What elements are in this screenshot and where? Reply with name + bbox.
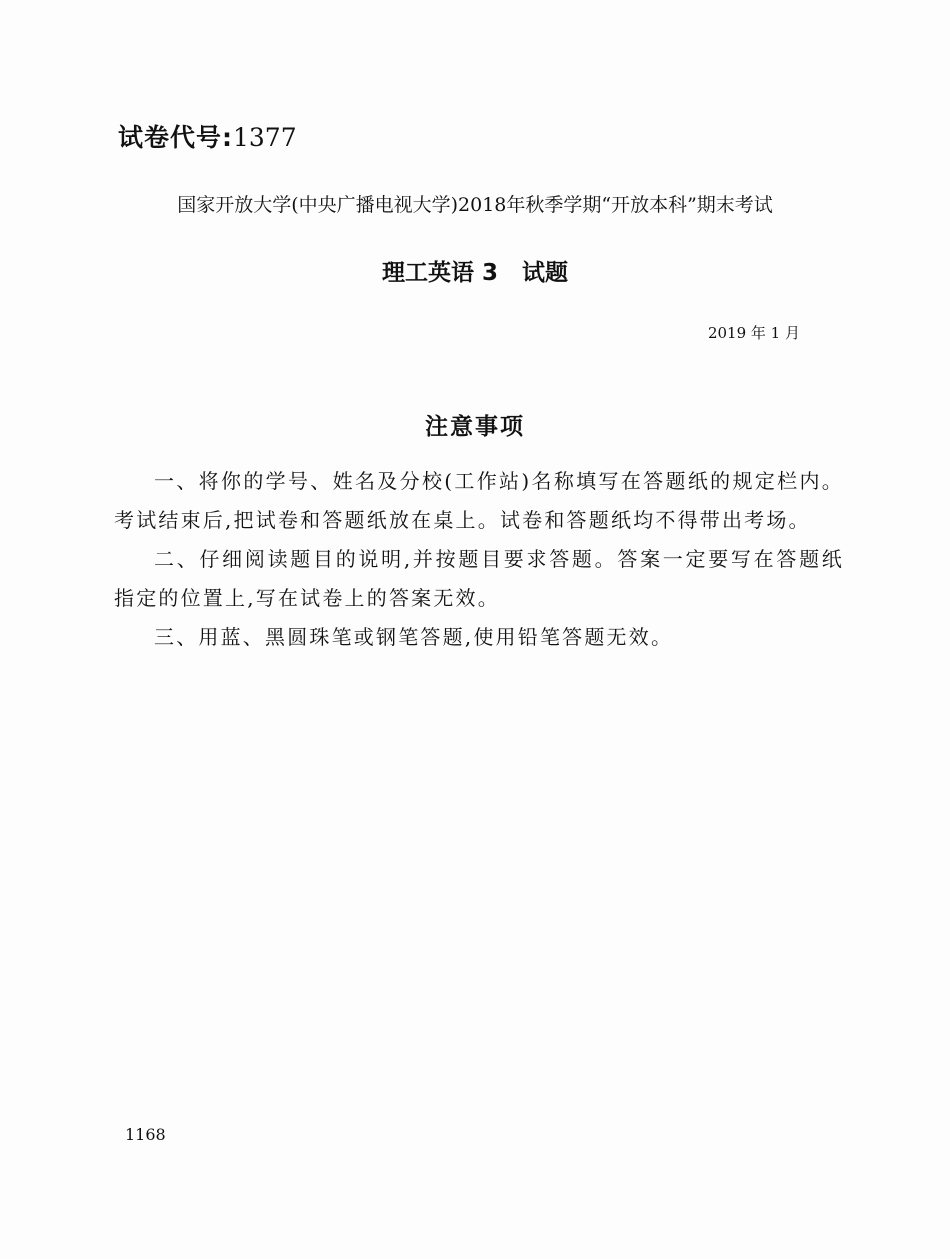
paper-code-value: 1377 — [233, 123, 297, 152]
notice-body — [114, 462, 844, 657]
page-number: 1168 — [125, 1125, 166, 1144]
subject-title: 理工英语 3 试题 — [381, 260, 569, 286]
notice-heading: 注意事项 — [425, 414, 525, 440]
exam-title: 国家开放大学(中央广播电视大学)2018年秋季学期“开放本科”期末考试 — [177, 194, 773, 216]
notice-item-1: 一、将你的学号、姓名及分校(工作站)名称填写在答题纸的规定栏内。考试结束后,把试卷和答题纸放在桌上。试卷和答题纸均不得带出考场。 — [114, 469, 844, 532]
paper-code — [118, 118, 297, 154]
notice-item-3: 三、用蓝、黑圆珠笔或钢笔答题,使用铅笔答题无效。 — [154, 625, 674, 649]
exam-date: 2019 年 1 月 — [707, 324, 800, 342]
paper-code-label: 试卷代号: — [118, 123, 233, 152]
notice-item-2: 二、仔细阅读题目的说明,并按题目要求答题。答案一定要写在答题纸指定的位置上,写在试卷上的答案无效。 — [114, 547, 844, 610]
